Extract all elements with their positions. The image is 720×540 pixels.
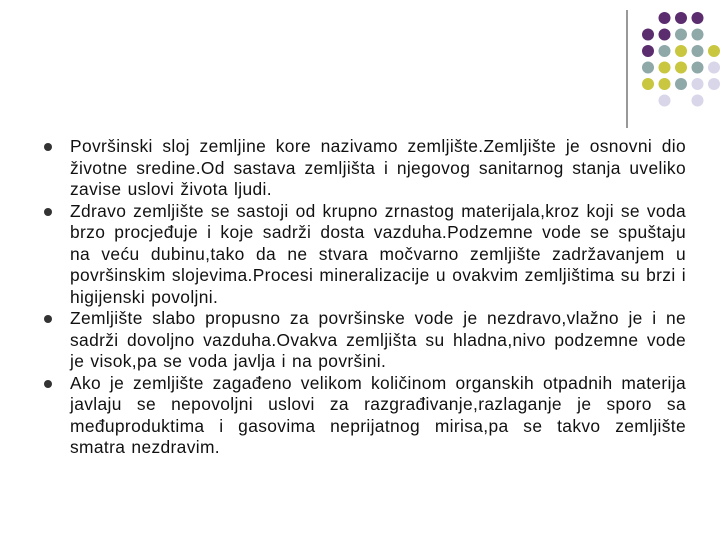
decorative-dot — [642, 45, 654, 57]
decorative-dot — [659, 95, 671, 107]
decorative-dot — [675, 45, 687, 57]
slide-content — [36, 136, 686, 459]
decorative-dot — [675, 62, 687, 74]
bullet-text: Zemljište slabo propusno za površinske vode je nezdravo,vlažno je i ne sadrži dovoljno vazduha.Ovakva zemljišta su hladna,nivo podzemne vode je visok,pa se voda javlja i na površini. — [70, 308, 686, 371]
decorative-dot — [675, 12, 687, 24]
decorative-dot — [659, 62, 671, 74]
bullet-item — [36, 201, 686, 309]
decorative-dot — [659, 12, 671, 24]
decorative-dot — [642, 62, 654, 74]
decorative-dot — [659, 78, 671, 90]
decorative-dot — [692, 29, 704, 41]
bullet-text: Površinski sloj zemljine kore nazivamo zemljište.Zemljište je osnovni dio životne sredine.Od sastava zemljišta i njegovog sanitarnog stanja uveliko zavise uslovi života ljudi. — [70, 136, 686, 199]
bullet-dot-icon — [44, 315, 52, 323]
decorative-dot — [692, 12, 704, 24]
bullet-text: Ako je zemljište zagađeno velikom količinom organskih otpadnih materija javlaju se nepovoljni uslovi za razgrađivanje,razlaganje je sporo sa međuproduktima i gasovima neprijatnog mirisa,pa se takvo zemljište smatra nezdravim. — [70, 372, 686, 457]
decorative-dot — [708, 45, 720, 57]
decorative-dot — [708, 62, 720, 74]
bullet-text: Zdravo zemljište se sastoji od krupno zrnastog materijala,kroz koji se voda brzo procjeđuje i koje sadrži dosta vazduha.Podzemne vode se spuštaju na veću dubinu,tako da ne stvara močvarno zemljište zadržavanjem u površinskim slojevima.Procesi mineralizacije u ovakvim zemljištima su brzi i higijenski povoljni. — [70, 200, 686, 307]
decorative-dot-grid — [0, 0, 720, 130]
decorative-dot — [642, 29, 654, 41]
decorative-dot — [692, 95, 704, 107]
decorative-dot — [675, 29, 687, 41]
decorative-dot — [675, 78, 687, 90]
bullet-item — [36, 373, 686, 459]
decorative-dot — [659, 29, 671, 41]
decorative-dot — [659, 45, 671, 57]
decorative-dot — [692, 78, 704, 90]
decorative-dot — [692, 62, 704, 74]
bullet-item — [36, 308, 686, 373]
decorative-dot — [642, 78, 654, 90]
decorative-dot — [708, 78, 720, 90]
bullet-dot-icon — [44, 208, 52, 216]
bullet-item — [36, 136, 686, 201]
bullet-dot-icon — [44, 143, 52, 151]
bullet-list — [36, 136, 686, 459]
bullet-dot-icon — [44, 380, 52, 388]
decorative-dot — [692, 45, 704, 57]
